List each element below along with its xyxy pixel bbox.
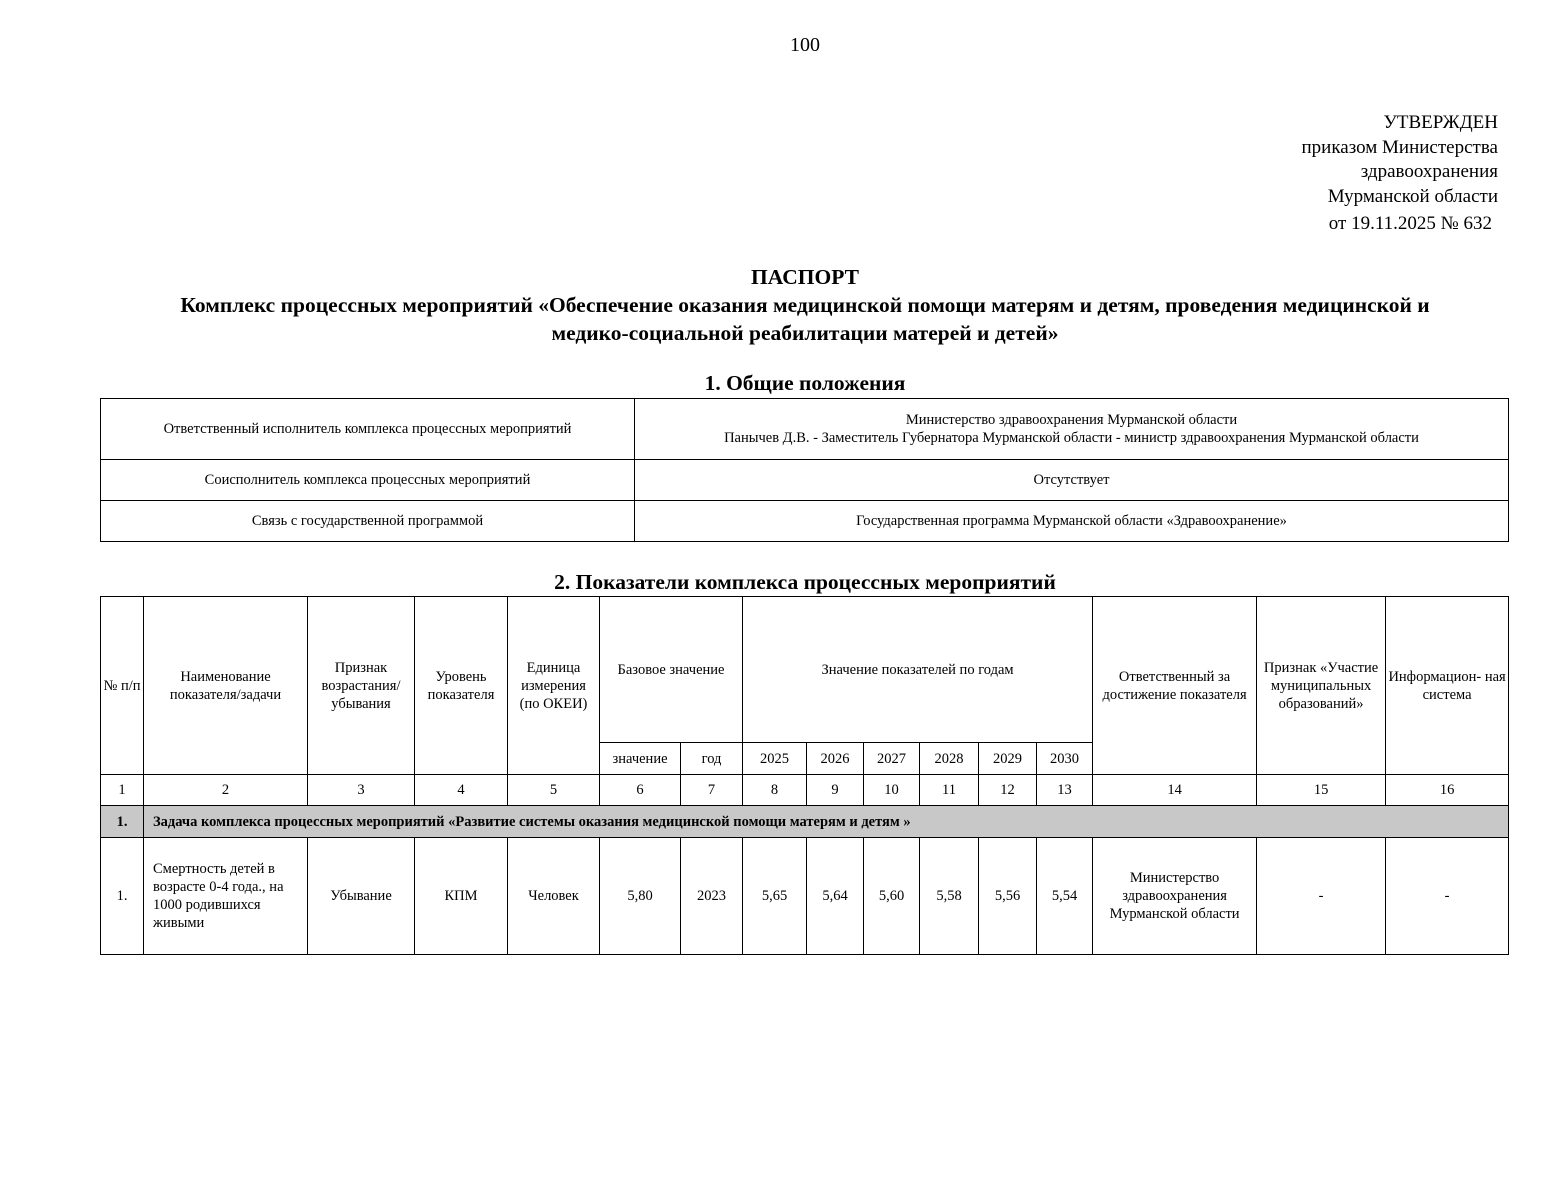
header-level: Уровень показателя — [415, 597, 508, 775]
indicator-sign: Убывание — [308, 838, 415, 955]
header-base-value: значение — [600, 743, 681, 775]
indicator-municipal: - — [1257, 838, 1386, 955]
column-number: 9 — [807, 775, 864, 806]
table-row — [101, 399, 1509, 460]
approval-line: УТВЕРЖДЕН — [1383, 112, 1498, 133]
indicator-year-value: 5,64 — [807, 838, 864, 955]
column-number: 8 — [743, 775, 807, 806]
header-sign: Признак возрастания/ убывания — [308, 597, 415, 775]
column-number: 7 — [681, 775, 743, 806]
column-number: 13 — [1037, 775, 1093, 806]
header-years-group: Значение показателей по годам — [743, 597, 1093, 743]
column-number: 3 — [308, 775, 415, 806]
approval-line: приказом Министерства — [1301, 136, 1498, 158]
indicator-responsible: Министерство здравоохранения Мурманской области — [1093, 838, 1257, 955]
column-number: 6 — [600, 775, 681, 806]
section-2-title: 2. Показатели комплекса процессных мероприятий — [554, 570, 1056, 594]
task-number: 1. — [101, 806, 144, 838]
header-name: Наименование показателя/задачи — [144, 597, 308, 775]
value-line: Панычев Д.В. - Заместитель Губернатора Мурманской области - министр здравоохранения Мурманской области — [724, 430, 1419, 446]
column-number: 12 — [979, 775, 1037, 806]
task-row — [101, 806, 1509, 838]
column-number: 10 — [864, 775, 920, 806]
header-num: № п/п — [101, 597, 144, 775]
header-responsible: Ответственный за достижение показателя — [1093, 597, 1257, 775]
table-row — [101, 501, 1509, 542]
approval-stamp — [1302, 111, 1498, 209]
table-row — [101, 460, 1509, 501]
column-number: 15 — [1257, 775, 1386, 806]
value-line: Министерство здравоохранения Мурманской области — [905, 412, 1238, 428]
row-label: Ответственный исполнитель комплекса процессных мероприятий — [101, 399, 635, 460]
column-number: 14 — [1093, 775, 1257, 806]
indicator-unit: Человек — [508, 838, 600, 955]
header-year: 2027 — [864, 743, 920, 775]
section-1-title: 1. Общие положения — [704, 371, 906, 395]
header-year: 2026 — [807, 743, 864, 775]
row-value: Отсутствует — [635, 460, 1509, 501]
row-number: 1. — [101, 838, 144, 955]
title-line: ПАСПОРТ — [751, 265, 859, 289]
page-number: 100 — [790, 34, 820, 56]
header-year: 2030 — [1037, 743, 1093, 775]
document-title — [60, 263, 1550, 347]
indicator-base-year: 2023 — [681, 838, 743, 955]
header-info-system: Информацион- ная система — [1386, 597, 1509, 775]
header-row — [101, 597, 1509, 743]
header-municipal: Признак «Участие муниципальных образований» — [1257, 597, 1386, 775]
column-number: 16 — [1386, 775, 1509, 806]
indicator-name: Смертность детей в возрасте 0-4 года., на 1000 родившихся живыми — [144, 838, 308, 955]
header-year: 2029 — [979, 743, 1037, 775]
indicator-base-value: 5,80 — [600, 838, 681, 955]
indicators-table — [100, 596, 1509, 955]
header-base: Базовое значение — [600, 597, 743, 743]
header-base-year: год — [681, 743, 743, 775]
indicator-year-value: 5,60 — [864, 838, 920, 955]
column-number: 11 — [920, 775, 979, 806]
indicator-year-value: 5,56 — [979, 838, 1037, 955]
general-info-table — [100, 398, 1509, 542]
column-numbers-row — [101, 775, 1509, 806]
header-year: 2025 — [743, 743, 807, 775]
indicator-year-value: 5,58 — [920, 838, 979, 955]
table-row — [101, 838, 1509, 955]
indicator-year-value: 5,54 — [1037, 838, 1093, 955]
task-text: Задача комплекса процессных мероприятий «Развитие системы оказания медицинской помощи матерям и детям » — [144, 806, 1509, 838]
header-year: 2028 — [920, 743, 979, 775]
title-line: Комплекс процессных мероприятий «Обеспечение оказания медицинской помощи матерям и детям, проведения медицинской и — [180, 293, 1430, 317]
column-number: 1 — [101, 775, 144, 806]
column-number: 4 — [415, 775, 508, 806]
approval-date: от 19.11.2025 № 632 — [1328, 213, 1492, 234]
indicator-level: КПМ — [415, 838, 508, 955]
indicator-info-system: - — [1386, 838, 1509, 955]
row-label: Соисполнитель комплекса процессных мероприятий — [101, 460, 635, 501]
column-number: 5 — [508, 775, 600, 806]
approval-line: Мурманской области — [1327, 185, 1498, 207]
row-value: Государственная программа Мурманской области «Здравоохранение» — [635, 501, 1509, 542]
header-unit: Единица измерения (по ОКЕИ) — [508, 597, 600, 775]
indicator-year-value: 5,65 — [743, 838, 807, 955]
approval-line: здравоохранения — [1360, 161, 1498, 182]
row-label: Связь с государственной программой — [101, 501, 635, 542]
row-value — [635, 399, 1509, 460]
column-number: 2 — [144, 775, 308, 806]
title-line: медико-социальной реабилитации матерей и детей» — [551, 321, 1059, 345]
